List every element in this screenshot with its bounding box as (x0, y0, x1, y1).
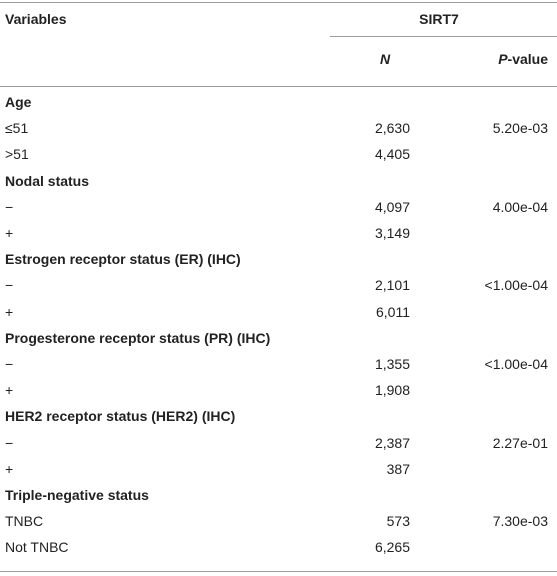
n-cell: 2,630 (374, 120, 410, 137)
n-cell: 2,101 (374, 277, 410, 294)
n-cell: 4,097 (374, 198, 410, 215)
n-cell: 2,387 (374, 434, 410, 451)
variable-label: + (5, 225, 14, 241)
section-row (0, 403, 557, 429)
p-suffix: -value (507, 51, 548, 67)
bottom-rule (0, 571, 557, 572)
n-cell: 1,908 (374, 382, 410, 399)
table-row (0, 194, 557, 220)
variable-label: − (5, 434, 14, 451)
variables-header: Variables (5, 11, 67, 27)
section-row (0, 482, 557, 508)
table-row (0, 430, 557, 456)
header-row-2 (0, 46, 557, 72)
p-value-header (440, 46, 548, 72)
section-label: HER2 receptor status (HER2) (IHC) (5, 408, 236, 425)
variable-label: − (5, 277, 14, 294)
section-label: Triple-negative status (5, 487, 149, 503)
n-cell: 573 (386, 513, 410, 530)
table-row (0, 272, 557, 298)
header-rule (0, 86, 557, 87)
n-cell: 1,355 (374, 356, 410, 372)
section-row (0, 246, 557, 272)
table-row (0, 377, 557, 403)
variable-label: >51 (5, 146, 29, 163)
variable-label: Not TNBC (5, 539, 69, 556)
p-letter: P (498, 51, 508, 67)
header-row-1 (0, 6, 557, 32)
variable-label: TNBC (5, 513, 44, 530)
n-cell: 4,405 (374, 146, 410, 163)
section-label: Estrogen receptor status (ER) (IHC) (5, 251, 241, 268)
section-row (0, 168, 557, 194)
p-value-cell: <1.00e-04 (484, 277, 548, 294)
section-row (0, 89, 557, 115)
table-row (0, 534, 557, 560)
variable-label: − (5, 198, 14, 215)
table-row (0, 115, 557, 141)
table-row (0, 141, 557, 167)
n-cell: 3,149 (374, 225, 410, 241)
p-value-cell: 2.27e-01 (492, 434, 548, 451)
variable-label: + (5, 382, 14, 399)
table-row (0, 220, 557, 246)
p-value-cell: <1.00e-04 (484, 356, 548, 372)
section-row (0, 325, 557, 351)
variable-label: − (5, 356, 14, 372)
table-row (0, 299, 557, 325)
n-cell: 6,011 (376, 303, 410, 320)
group-underline (330, 36, 557, 37)
n-header: N (379, 51, 391, 67)
section-label: Nodal status (5, 172, 90, 189)
p-value-cell: 5.20e-03 (492, 120, 548, 137)
n-cell: 6,265 (374, 539, 410, 556)
section-label: Age (5, 94, 32, 110)
top-rule (0, 2, 557, 3)
table-row (0, 351, 557, 377)
table-row (0, 456, 557, 482)
n-cell: 387 (386, 460, 410, 477)
p-value-cell: 7.30e-03 (492, 513, 548, 530)
variable-label: + (5, 460, 14, 477)
p-value-cell: 4.00e-04 (492, 198, 548, 215)
sirt7-header: SIRT7 (419, 11, 459, 27)
table-row (0, 508, 557, 534)
section-label: Progesterone receptor status (PR) (IHC) (5, 329, 271, 346)
variable-label: ≤51 (5, 120, 29, 137)
variable-label: + (5, 303, 14, 320)
